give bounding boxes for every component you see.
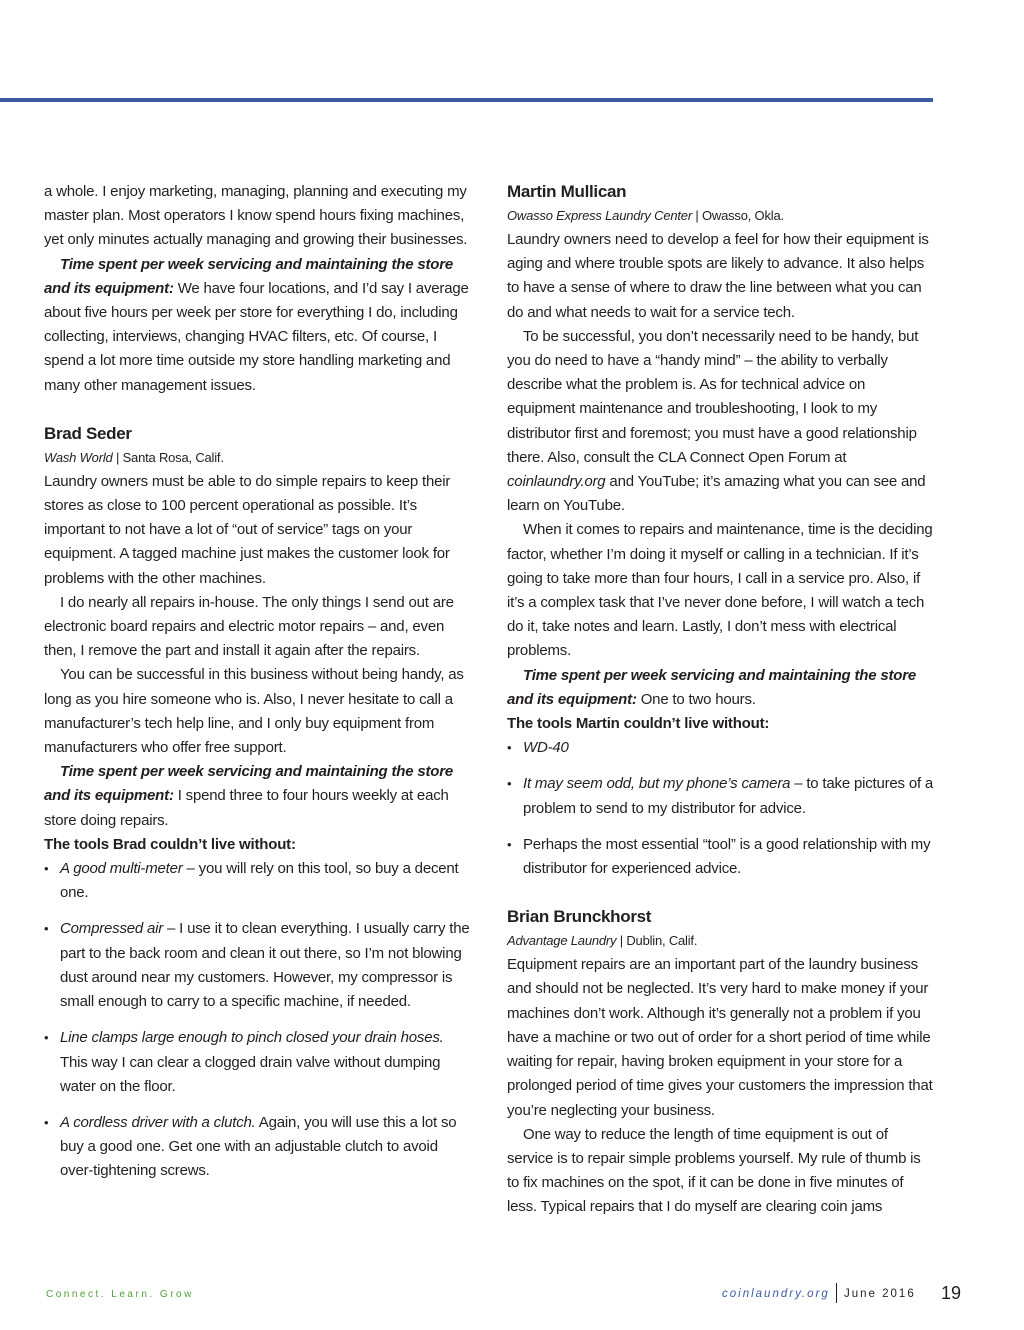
brian-paragraph-1: Equipment repairs are an important part of the laundry business and should not be neglected. It’s very hard to make money if your machines don’t work. Although it’s generally not a problem if you have a machine or two out of order for a short period of time while waiting for repair, having broken equipment in your store for a prolonged period of time gives your customers the impression that you’re neglecting your business.	[507, 956, 933, 1119]
martin-tools-heading: The tools Martin couldn’t live without:	[507, 715, 770, 733]
tool-description: – I use it to clean everything. I usually carry the part to the back room and clean it out there, so I’m not blowing dust around near my customers. However, my compressor is small enough to carry to a specific machine, if needed.	[60, 920, 470, 1011]
martin-location: | Owasso, Okla.	[691, 208, 784, 223]
martin-time-label: Time spent per week servicing and maintaining the store and its equipment:	[507, 666, 917, 708]
brian-location: | Dublin, Calif.	[616, 933, 698, 949]
brad-time-text: I spend three to four hours weekly at each store doing repairs.	[44, 787, 449, 829]
list-item	[44, 857, 474, 905]
brad-time-paragraph	[44, 760, 474, 833]
brad-paragraph-3: You can be successful in this business without being handy, as long as you hire someone who is. Also, I never hesitate to call a manufacturer’s tech help line, and I only buy equipment from manufacturers who offer free support.	[44, 666, 464, 757]
brad-affiliation	[44, 446, 474, 470]
tool-name: A cordless driver with a clutch.	[60, 1113, 256, 1131]
brad-time-label: Time spent per week servicing and maintaining the store and its equipment:	[44, 763, 454, 805]
martin-paragraph-2-end: and YouTube; it’s amazing what you can see and learn on YouTube.	[507, 473, 926, 515]
martin-affiliation	[507, 204, 935, 228]
tool-name: A good multi-meter	[60, 860, 183, 878]
list-item	[507, 736, 935, 760]
brad-business: Wash World	[44, 449, 113, 465]
martin-name: Martin Mullican	[507, 182, 627, 201]
tool-name: Line clamps large enough to pinch closed your drain hoses.	[60, 1029, 444, 1047]
tool-description: – you will rely on this tool, so buy a decent one.	[60, 860, 459, 902]
list-item	[507, 772, 935, 820]
tool-name: It may seem odd, but my phone’s camera	[523, 775, 791, 793]
martin-business: Owasso Express Laundry Center	[507, 208, 692, 223]
brad-tools-list	[44, 857, 474, 1183]
martin-paragraph-2-text: To be successful, you don’t necessarily need to be handy, but you do need to have a “handy mind” – the ability to verbally describe what the problem is. As for technical advice on equipment maintenance and troubleshooting, I look to my distributor first and foremost; you must have a good relationship there. Also, consult the CLA Connect Open Forum at	[507, 327, 919, 466]
brian-name: Brian Brunckhorst	[507, 907, 652, 927]
intro-time-text: We have four locations, and I’d say I average about five hours per week per store for everything I do, including collecting, interviews, changing HVAC filters, etc. Of course, I spend a lot more time outside my store handling marketing and many other management issues.	[44, 279, 469, 394]
list-item	[507, 833, 935, 881]
martin-time-paragraph	[507, 664, 935, 712]
tool-description: Again, you will use this a lot so buy a good one. Get one with an adjustable clutch to avoid over-tightening screws.	[60, 1113, 457, 1180]
brad-name: Brad Seder	[44, 423, 132, 443]
footer-divider	[836, 1283, 837, 1303]
tool-description: – to take pictures of a problem to send to my distributor for advice.	[523, 775, 934, 817]
brian-affiliation	[507, 929, 935, 953]
martin-time-text: One to two hours.	[636, 690, 756, 708]
brad-tools-heading: The tools Brad couldn’t live without:	[44, 835, 296, 853]
left-column	[44, 180, 474, 1196]
intro-paragraph: a whole. I enjoy marketing, managing, planning and executing my master plan. Most operators I know spend hours fixing machines, yet only minutes actually managing and growing their businesses.	[44, 183, 468, 249]
brad-paragraph-2: I do nearly all repairs in-house. The only things I send out are electronic board repairs and electric motor repairs – and, even then, I remove the part and install it again after the repairs.	[44, 593, 454, 660]
page-number: 19	[941, 1283, 962, 1303]
tool-name: WD-40	[523, 739, 569, 757]
martin-paragraph-2	[507, 325, 935, 519]
footer-tagline: Connect. Learn. Grow	[46, 1289, 194, 1300]
brad-location: | Santa Rosa, Calif.	[112, 449, 224, 465]
martin-tools-list	[507, 736, 935, 881]
tool-description: Perhaps the most essential “tool” is a good relationship with my distributor for experienced advice.	[523, 835, 931, 878]
brian-business: Advantage Laundry	[507, 933, 617, 949]
page-footer	[0, 1283, 1024, 1307]
intro-time-paragraph	[44, 253, 474, 398]
footer-date: June 2016	[844, 1288, 916, 1300]
brad-paragraph-1: Laundry owners must be able to do simple repairs to keep their stores as close to 100 percent operational as possible. It’s important to not have a lot of “out of service” tags on your equipment. A tagged machine just makes the customer look for problems with the other machines.	[44, 472, 451, 587]
coinlaundry-link[interactable]: coinlaundry.org	[507, 473, 606, 491]
intro-time-label: Time spent per week servicing and maintaining the store and its equipment:	[44, 255, 454, 297]
header-rule	[0, 98, 933, 102]
list-item	[44, 917, 474, 1014]
tool-name: Compressed air	[60, 920, 164, 938]
tool-description: This way I can clear a clogged drain valve without dumping water on the floor.	[60, 1053, 441, 1095]
right-column	[507, 180, 935, 1220]
brian-paragraph-2: One way to reduce the length of time equipment is out of service is to repair simple problems yourself. My rule of thumb is to fix machines on the spot, if it can be done in five minutes of less. Typical repairs that I do myself are clearing coin jams	[507, 1125, 921, 1216]
martin-paragraph-3: When it comes to repairs and maintenance, time is the deciding factor, whether I’m doing it myself or calling in a technician. If it’s going to take more than four hours, I call in a service pro. Also, if it’s a complex task that I’ve never done before, I will watch a tech do it, take notes and learn. Lastly, I don’t mess with electrical problems.	[507, 521, 933, 660]
martin-paragraph-1: Laundry owners need to develop a feel for how their equipment is aging and where trouble spots are likely to advance. It also helps to have a sense of where to draw the line between what you can do and what needs to wait for a service tech.	[507, 231, 929, 321]
list-item	[44, 1111, 474, 1184]
footer-site-link[interactable]: coinlaundry.org	[722, 1288, 830, 1300]
list-item	[44, 1026, 474, 1099]
